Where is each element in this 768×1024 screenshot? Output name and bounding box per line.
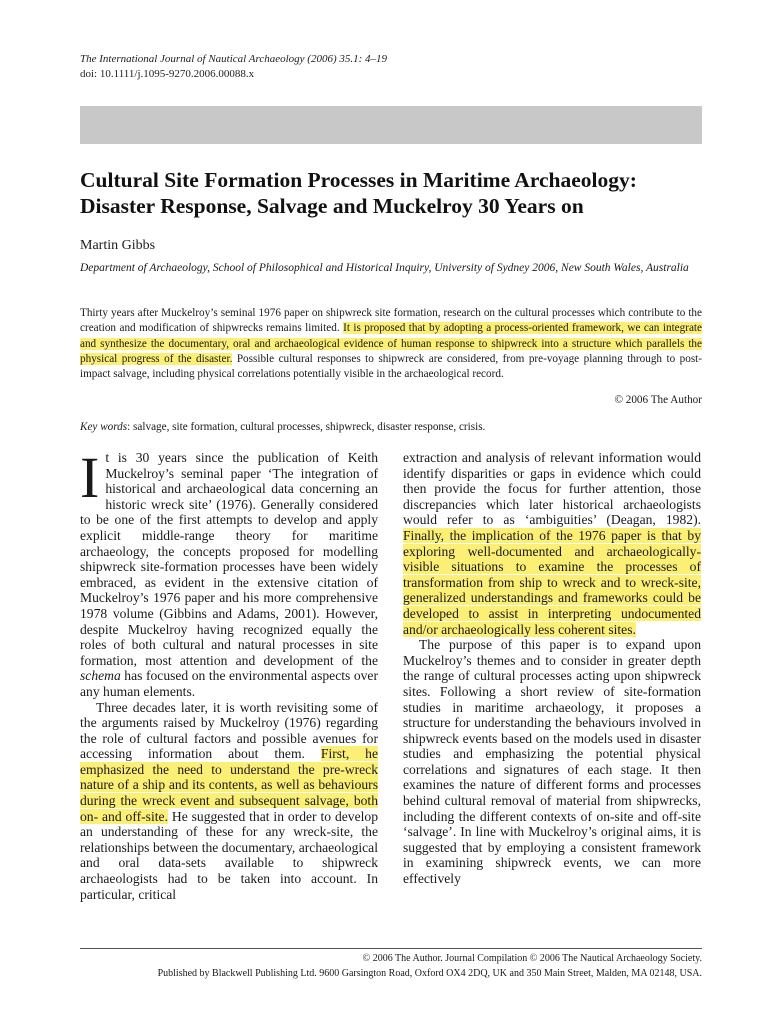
abstract-copyright: © 2006 The Author xyxy=(614,394,702,406)
keywords-label: Key words xyxy=(80,421,128,433)
abstract-text-2: Possible cultural responses to shipwreck are considered, from pre-voyage planning through to post-impact salvage, including physical correlations potentially visible in the archaeological record. xyxy=(80,352,703,381)
highlighted-text: First, he emphasized the need to understand the pre-wreck nature of a ship and its contents, as well as behaviours during the wreck event and subsequent salvage, both on- and off-site. xyxy=(80,746,379,824)
body-paragraph xyxy=(403,450,701,637)
body-paragraph xyxy=(80,700,378,903)
paragraph-text: has focused on the environmental aspects over any human elements. xyxy=(80,668,378,699)
abstract xyxy=(80,306,702,382)
article-title: Cultural Site Formation Processes in Maritime Archaeology: Disaster Response, Salvage and Muckelroy 30 Years on xyxy=(80,168,637,218)
author-affiliation: Department of Archaeology, School of Philosophical and Historical Inquiry, University of Sydney 2006, New South Wales, Australia xyxy=(80,262,689,274)
body-paragraph xyxy=(80,445,378,700)
header-bar xyxy=(80,106,702,144)
doi-line: doi: 10.1111/j.1095-9270.2006.00088.x xyxy=(80,68,255,80)
keywords xyxy=(80,421,702,433)
abstract-highlight: It is proposed that by adopting a process-oriented framework, we can integrate and synthesize the documentary, oral and archaeological evidence of human response to shipwreck into a structure which parallels the physical progress of the disaster. xyxy=(80,322,702,365)
body-paragraph: The purpose of this paper is to expand upon Muckelroy’s themes and to consider in greater depth the range of cultural processes acting upon shipwreck sites. Following a short review of site-formation studies in maritime archaeology, it proposes a structure for understanding the behaviours involved in shipwreck events based on the models used in disaster studies and emphasizing the potential physical correlations and signatures of each stage. It then examines the nature of different forms and processes behind cultural removal of material from shipwrecks, including the different contexts of on-site and off-site ‘salvage’. In line with Muckelroy’s original aims, it is suggested that by employing a consistent framework in examining shipwreck events, we can more effectively xyxy=(403,637,701,887)
footer-divider xyxy=(80,948,702,949)
paragraph-text: t is 30 years since the publication of Keith Muckelroy’s seminal paper ‘The integration of historical and archaeological data concerning an historic wreck site’ (1976). Generally considered to be one of the first attempts to develop and apply explicit middle-range theory for maritime archaeology, the concepts proposed for modelling shipwreck site-formation processes have been widely embraced, as evident in the extensive citation of Muckelroy’s 1976 paper and his more comprehensive 1978 volume (Gibbins and Adams, 2001). However, despite Muckelroy having recognized equally the roles of both cultural and natural processes in site formation, most attention and development of the xyxy=(80,450,378,668)
journal-line: The International Journal of Nautical Archaeology (2006) 35.1: 4–19 xyxy=(80,53,388,65)
keywords-list: : salvage, site formation, cultural processes, shipwreck, disaster response, crisis. xyxy=(127,421,486,433)
paragraph-text: He suggested that in order to develop an understanding of these for any wreck-site, the relationships between the documentary, archaeological and oral data-sets available to shipwreck archaeologists had to be taken into account. In particular, critical xyxy=(80,808,379,902)
italic-term: schema xyxy=(80,668,121,684)
footer-copyright: © 2006 The Author. Journal Compilation © 2006 The Nautical Archaeology Society. xyxy=(362,953,702,964)
highlighted-text: Finally, the implication of the 1976 paper is that by exploring well-documented and archaeologically-visible situations to examine the processes of transformation from ship to wreck and to wreck-site, generalized understandings and frameworks could be developed to assist in interpreting undocumented and/or archaeologically less coherent sites. xyxy=(403,527,701,637)
drop-cap: I xyxy=(80,445,100,510)
abstract-text-1: Thirty years after Muckelroy’s seminal 1976 paper on shipwreck site formation, research on the cultural processes which contribute to the creation and modification of shipwrecks remains limited. xyxy=(80,307,702,335)
paragraph-text: extraction and analysis of relevant information would identify disparities or gaps in evidence which could then provide the focus for further attention, those discrepancies which later historical archaeologists would refer to as ‘ambiguities’ (Deagan, 1982). xyxy=(403,450,701,528)
paragraph-text: Three decades later, it is worth revisiting some of the arguments raised by Muckelroy (1976) regarding the role of cultural factors and possible avenues for accessing information about them. xyxy=(80,699,378,762)
author-name: Martin Gibbs xyxy=(80,238,156,253)
journal-reference xyxy=(80,52,387,82)
body-column-right xyxy=(403,450,701,887)
body-column-left xyxy=(80,445,379,902)
footer-publisher: Published by Blackwell Publishing Ltd. 9600 Garsington Road, Oxford OX4 2DQ, UK and 350 Main Street, Malden, MA 02148, USA. xyxy=(157,968,702,979)
